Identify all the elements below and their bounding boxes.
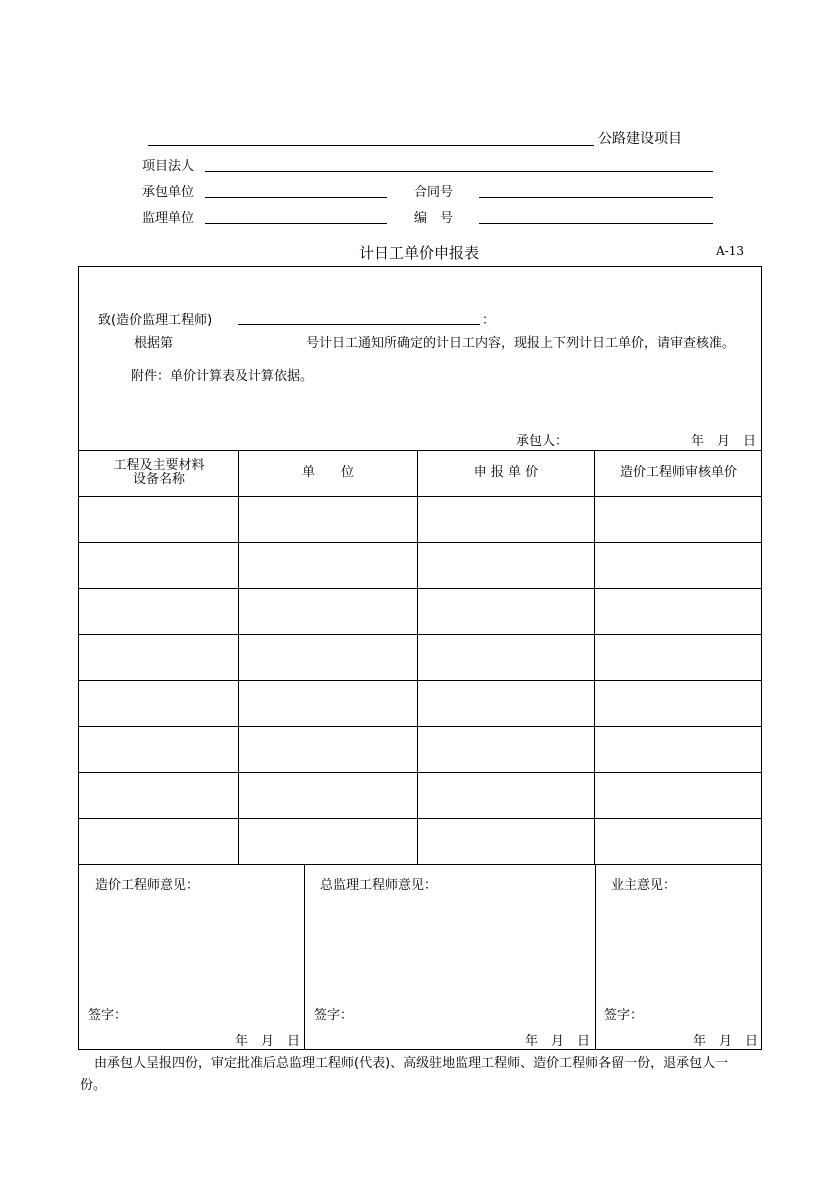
opinion-divider	[304, 864, 305, 1050]
footnote: 由承包人呈报四份，审定批准后总监理工程师(代表)、高级驻地监理工程师、造价工程师各留一份，退承包人一份。	[80, 1056, 729, 1093]
table-cell[interactable]	[239, 497, 417, 542]
table-cell[interactable]	[239, 819, 417, 864]
legal-person-line[interactable]	[205, 171, 713, 172]
table-cell[interactable]	[79, 497, 238, 542]
chief-supervisor-date: 年 月 日	[525, 1034, 591, 1049]
table-cell[interactable]	[418, 773, 594, 818]
cost-engineer-sign-label: 签字：	[88, 1008, 128, 1023]
number-label: 编 号	[414, 211, 454, 226]
table-cell[interactable]	[595, 497, 761, 542]
col-header-reviewed-price: 造价工程师审核单价	[619, 465, 737, 480]
form-title: 计日工单价申报表	[358, 244, 479, 262]
number-line[interactable]	[479, 223, 713, 224]
table-cell[interactable]	[239, 727, 417, 772]
col-header-name	[80, 459, 238, 487]
table-cell[interactable]	[418, 635, 594, 680]
table-cell[interactable]	[595, 543, 761, 588]
chief-supervisor-sign-label: 签字：	[314, 1008, 354, 1023]
table-cell[interactable]	[79, 681, 238, 726]
table-top-line	[78, 450, 762, 451]
table-cell[interactable]	[79, 773, 238, 818]
owner-sign-label: 签字：	[604, 1008, 644, 1023]
basis-text: 号计日工通知所确定的计日工内容，现报上下列计日工单价，请审查核准。	[306, 336, 736, 351]
table-cell[interactable]	[79, 635, 238, 680]
col-header-declared-price: 申 报 单 价	[473, 465, 539, 480]
table-cell[interactable]	[418, 589, 594, 634]
table-cell[interactable]	[418, 497, 594, 542]
project-name-line[interactable]	[148, 145, 594, 146]
table-cell[interactable]	[79, 543, 238, 588]
owner-date: 年 月 日	[693, 1034, 759, 1049]
table-cell[interactable]	[79, 819, 238, 864]
opinion-divider	[595, 864, 596, 1050]
col-header-name-line1: 工程及主要材料	[113, 458, 205, 473]
table-cell[interactable]	[239, 543, 417, 588]
table-cell[interactable]	[595, 635, 761, 680]
to-label: 致(造价监理工程师)	[98, 313, 213, 328]
table-cell[interactable]	[418, 727, 594, 772]
table-cell[interactable]	[418, 819, 594, 864]
col-header-unit: 单 位	[301, 465, 354, 480]
to-line[interactable]	[238, 324, 480, 325]
table-cell[interactable]	[79, 727, 238, 772]
table-cell[interactable]	[595, 681, 761, 726]
owner-opinion-label: 业主意见：	[611, 878, 677, 893]
table-cell[interactable]	[239, 681, 417, 726]
to-colon: ：	[482, 313, 496, 328]
contractor-line[interactable]	[205, 197, 387, 198]
table-cell[interactable]	[239, 589, 417, 634]
supervisor-label: 监理单位	[142, 211, 195, 226]
table-cell[interactable]	[79, 589, 238, 634]
contract-no-label: 合同号	[414, 185, 454, 200]
basis-prefix: 根据第	[134, 336, 174, 351]
cost-engineer-date: 年 月 日	[235, 1034, 301, 1049]
table-cell[interactable]	[418, 543, 594, 588]
contractor-date: 年 月 日	[691, 434, 757, 449]
table-cell[interactable]	[595, 727, 761, 772]
contractor-sign-label: 承包人：	[516, 434, 569, 449]
project-suffix: 公路建设项目	[598, 131, 682, 147]
col-header-name-line2: 设备名称	[132, 472, 185, 487]
table-cell[interactable]	[239, 635, 417, 680]
chief-supervisor-opinion-label: 总监理工程师意见：	[320, 878, 438, 893]
cost-engineer-opinion-label: 造价工程师意见：	[95, 878, 200, 893]
form-code: A-13	[716, 244, 744, 258]
contract-no-line[interactable]	[479, 197, 713, 198]
attachment-text: 附件：单价计算表及计算依据。	[131, 369, 314, 384]
table-cell[interactable]	[595, 819, 761, 864]
supervisor-line[interactable]	[205, 223, 387, 224]
legal-person-label: 项目法人	[142, 159, 195, 174]
contractor-label: 承包单位	[142, 185, 195, 200]
table-cell[interactable]	[418, 681, 594, 726]
table-cell[interactable]	[595, 773, 761, 818]
table-bottom-line	[78, 864, 762, 865]
table-cell[interactable]	[239, 773, 417, 818]
table-cell[interactable]	[595, 589, 761, 634]
